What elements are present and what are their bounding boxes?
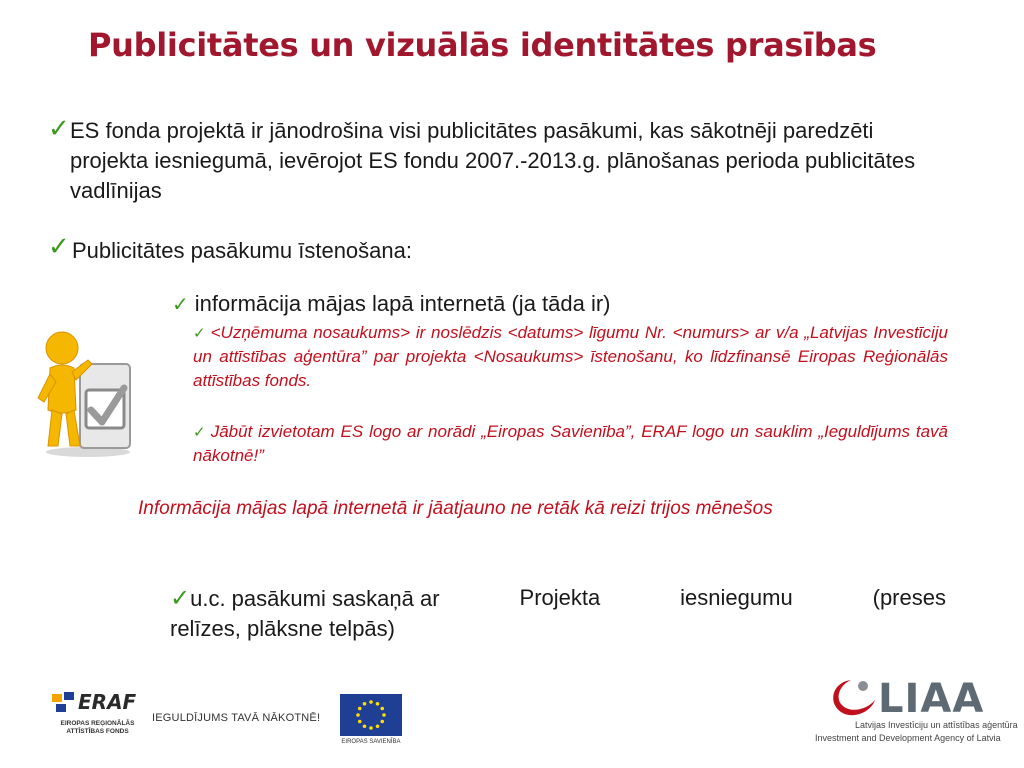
sub-bullet-agreement (193, 321, 948, 393)
eu-star-icon (376, 702, 380, 706)
bullet-word: (preses (872, 585, 946, 610)
slogan: IEGULDĪJUMS TAVĀ NĀKOTNĒ! (152, 712, 321, 724)
sub-bullet-text: Jābūt izvietotam ES logo ar norādi „Eiropas Savienība”, ERAF logo un sauklim „Ieguldījums tavā nākotnē!” (193, 422, 948, 465)
checkmark-icon: ✓ (170, 584, 191, 612)
liaa-wordmark: LIAA (878, 676, 985, 722)
bullet-word: iesniegumu (680, 585, 793, 610)
eu-caption: EIROPAS SAVIENĪBA (341, 739, 401, 745)
yellow-figure-with-checkmark-board-icon (28, 318, 138, 458)
eu-star-icon (369, 726, 373, 730)
eraf-mark-icon (52, 692, 76, 714)
bullet-implementation (48, 232, 918, 266)
eu-star-icon (376, 724, 380, 728)
checkmark-icon: ✓ (193, 324, 207, 342)
eu-star-icon (382, 713, 386, 717)
eu-flag-icon (340, 694, 402, 736)
eu-star-icon (358, 707, 362, 711)
eu-star-icon (380, 720, 384, 724)
bullet-website-info (172, 290, 952, 318)
checkmark-icon: ✓ (48, 232, 70, 262)
bullet-word: Projekta (519, 585, 601, 610)
eu-star-icon (358, 720, 362, 724)
bullet-es-fund (48, 116, 918, 206)
bullet-text: informācija mājas lapā internetā (ja tāda ir) (194, 291, 611, 316)
liaa-name-lv: Latvijas Investīciju un attīstības aģentūra (855, 720, 1018, 730)
liaa-name-en: Investment and Development Agency of Latvia (815, 733, 1001, 743)
checkmark-icon: ✓ (193, 423, 207, 441)
eu-star-icon (356, 713, 360, 717)
sub-bullet-text: <Uzņēmuma nosaukums> ir noslēdzis <datums> līgumu Nr. <numurs> ar v/a „Latvijas Investīciju un attīstības aģentūra” par projekta <Nosaukums> īstenošanu, ko līdzfinansē Eiropas Reģionālās attīstības fonds. (193, 323, 948, 390)
eraf-logo (50, 690, 145, 745)
eu-star-icon (369, 700, 373, 704)
bullet-word: u.c. pasākumi saskaņā ar (190, 586, 440, 611)
eraf-subtitle: EIROPAS REĢIONĀLĀS ATTĪSTĪBAS FONDS (60, 720, 135, 735)
eu-star-icon (363, 702, 367, 706)
bullet-text-line2: relīzes, plāksne telpās) (170, 616, 395, 641)
liaa-logo (815, 676, 1018, 746)
bullet-other-measures (170, 583, 946, 644)
eu-star-icon (380, 707, 384, 711)
bullet-text: Publicitātes pasākumu īstenošana: (72, 238, 412, 263)
update-note: Informācija mājas lapā internetā ir jāatjauno ne retāk kā reizi trijos mēnešos (138, 498, 773, 519)
sub-bullet-logos (193, 420, 948, 468)
checkmark-icon: ✓ (48, 114, 70, 144)
eraf-wordmark: ERAF (78, 690, 137, 714)
eu-star-icon (363, 724, 367, 728)
slide-title: Publicitātes un vizuālās identitātes prasības (88, 26, 877, 64)
checkmark-icon: ✓ (172, 292, 189, 316)
liaa-swoosh-icon (823, 676, 879, 720)
bullet-text: ES fonda projektā ir jānodrošina visi publicitātes pasākumi, kas sākotnēji paredzēti projekta iesniegumā, ievērojot ES fondu 2007.-2013.g. plānošanas perioda publicitātes vadlīnijas (70, 118, 916, 203)
